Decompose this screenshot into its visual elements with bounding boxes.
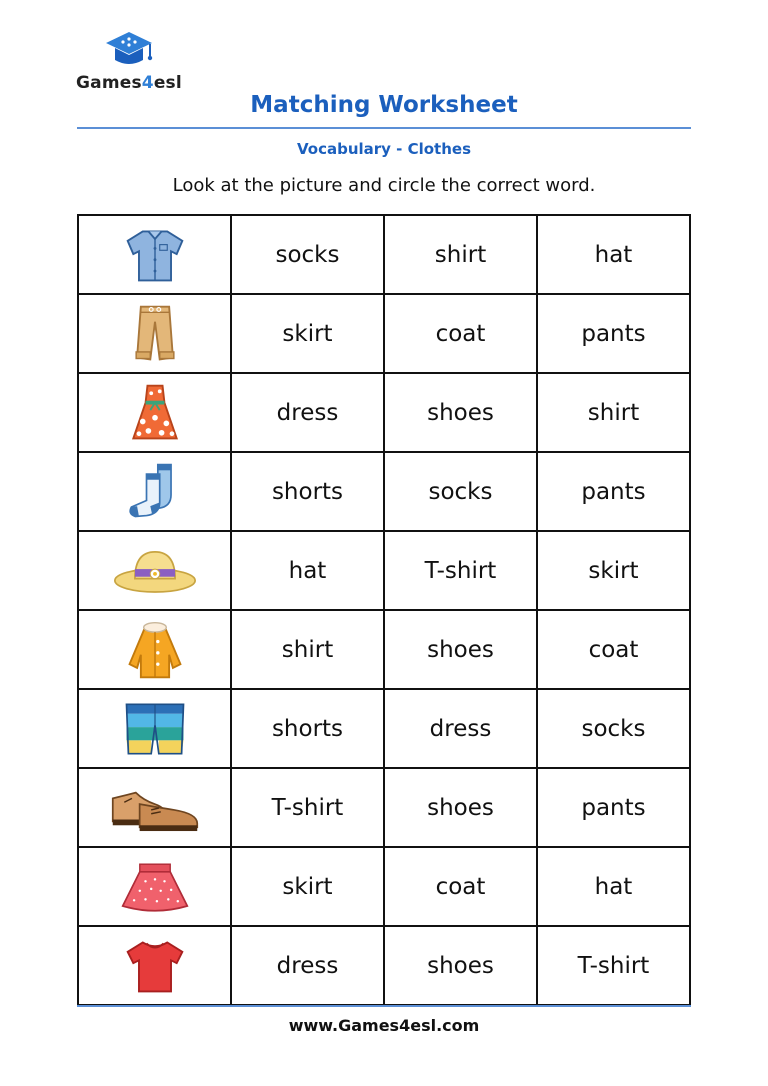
word-option[interactable]: hat — [537, 215, 690, 294]
word-option[interactable]: T-shirt — [231, 768, 384, 847]
worksheet-title: Matching Worksheet — [250, 92, 518, 118]
word-option[interactable]: pants — [537, 452, 690, 531]
table-row — [78, 689, 690, 768]
word-option[interactable]: hat — [231, 531, 384, 610]
word-option[interactable]: pants — [537, 294, 690, 373]
word-option[interactable]: T-shirt — [384, 531, 537, 610]
word-option[interactable]: shoes — [384, 768, 537, 847]
picture-cell — [78, 847, 231, 926]
word-option[interactable]: skirt — [231, 294, 384, 373]
table-row — [78, 215, 690, 294]
socks-icon — [122, 459, 188, 525]
graduation-cap-icon — [104, 30, 154, 70]
word-option[interactable]: skirt — [537, 531, 690, 610]
hat-icon — [112, 542, 198, 600]
word-option[interactable]: dress — [231, 926, 384, 1005]
word-option[interactable]: coat — [384, 847, 537, 926]
word-option[interactable]: shirt — [537, 373, 690, 452]
picture-cell — [78, 215, 231, 294]
word-option[interactable]: shorts — [231, 689, 384, 768]
word-option[interactable]: socks — [231, 215, 384, 294]
shoes-icon — [107, 779, 203, 837]
word-option[interactable]: pants — [537, 768, 690, 847]
t-shirt-icon — [122, 933, 188, 999]
shorts-icon — [117, 698, 193, 760]
matching-table — [77, 214, 691, 1006]
word-option[interactable]: T-shirt — [537, 926, 690, 1005]
word-option[interactable]: shirt — [384, 215, 537, 294]
picture-cell — [78, 452, 231, 531]
table-row — [78, 294, 690, 373]
footer-url: www.Games4esl.com — [288, 1016, 480, 1035]
picture-cell — [78, 531, 231, 610]
word-option[interactable]: dress — [384, 689, 537, 768]
picture-cell — [78, 373, 231, 452]
picture-cell — [78, 926, 231, 1005]
pants-icon — [122, 301, 188, 367]
footer-divider — [77, 1005, 691, 1007]
word-option[interactable]: shirt — [231, 610, 384, 689]
word-option[interactable]: socks — [537, 689, 690, 768]
table-row — [78, 452, 690, 531]
header-divider — [77, 127, 691, 129]
instructions-text: Look at the picture and circle the correct word. — [172, 175, 596, 196]
word-option[interactable]: shorts — [231, 452, 384, 531]
word-option[interactable]: coat — [537, 610, 690, 689]
picture-cell — [78, 768, 231, 847]
picture-cell — [78, 610, 231, 689]
word-option[interactable]: dress — [231, 373, 384, 452]
word-option[interactable]: shoes — [384, 926, 537, 1005]
skirt-icon — [117, 856, 193, 918]
dress-icon — [122, 380, 188, 446]
worksheet-subtitle: Vocabulary - Clothes — [296, 140, 472, 158]
shirt-icon — [122, 222, 188, 288]
word-option[interactable]: shoes — [384, 610, 537, 689]
table-row — [78, 768, 690, 847]
picture-cell — [78, 294, 231, 373]
word-option[interactable]: socks — [384, 452, 537, 531]
word-option[interactable]: coat — [384, 294, 537, 373]
table-row — [78, 531, 690, 610]
word-option[interactable]: skirt — [231, 847, 384, 926]
table-row — [78, 926, 690, 1005]
picture-cell — [78, 689, 231, 768]
word-option[interactable]: shoes — [384, 373, 537, 452]
word-option[interactable]: hat — [537, 847, 690, 926]
table-row — [78, 373, 690, 452]
coat-icon — [122, 617, 188, 683]
games4esl-logo — [76, 30, 186, 94]
table-row — [78, 610, 690, 689]
table-row — [78, 847, 690, 926]
logo-text: Games4esl — [76, 73, 182, 93]
